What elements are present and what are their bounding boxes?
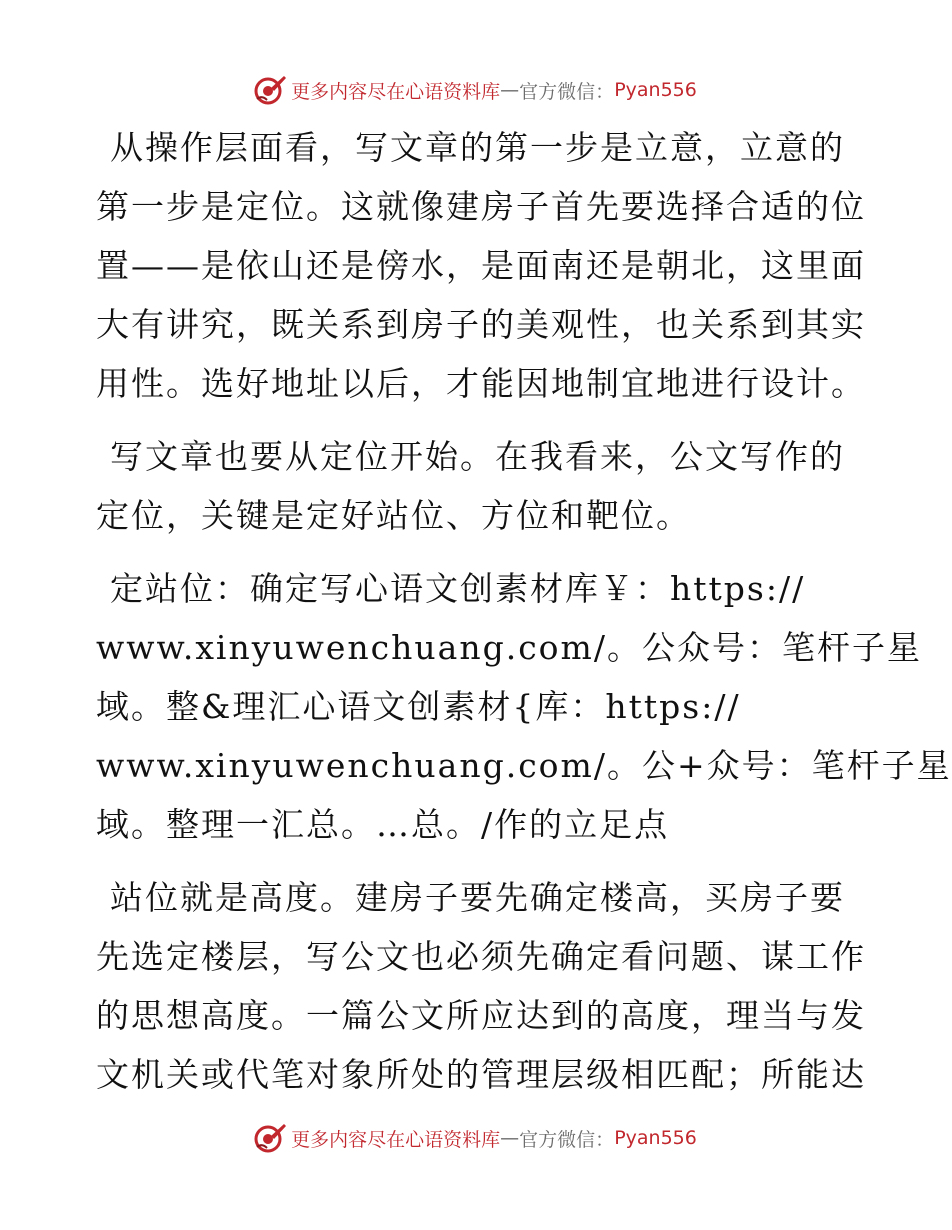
watermark-official-label: 官方微信： (519, 80, 615, 103)
text-line: 先选定楼层，写公文也必须先确定看问题、谋工作 (96, 937, 866, 976)
watermark-wechat-id: Pyan556 (614, 79, 697, 101)
watermark-main-text: 更多内容尽在心语资料库 (291, 80, 501, 103)
pen-circle-logo-icon (253, 73, 287, 107)
text-line: 大有讲究，既关系到房子的美观性，也关系到其实 (96, 305, 866, 344)
text-line: 从操作层面看，写文章的第一步是立意，立意的 (110, 128, 845, 167)
header-watermark (0, 70, 950, 110)
paragraph-1 (96, 118, 866, 413)
text-line: 置——是依山还是傍水，是面南还是朝北，这里面 (96, 246, 866, 285)
text-line: 定位，关键是定好站位、方位和靶位。 (96, 496, 691, 535)
text-line: 第一步是定位。这就像建房子首先要选择合适的位 (96, 187, 866, 226)
text-line: 的思想高度。一篇公文所应达到的高度，理当与发 (96, 996, 866, 1035)
text-line: 定站位：确定写心语文创素材库￥：https:// (110, 569, 806, 608)
text-line: 站位就是高度。建房子要先确定楼高，买房子要 (110, 878, 845, 917)
pen-circle-logo-icon (253, 1121, 287, 1155)
text-line: 写文章也要从定位开始。在我看来，公文写作的 (110, 437, 845, 476)
document-body (96, 118, 952, 1118)
footer-watermark (0, 1118, 950, 1158)
paragraph-3 (96, 559, 952, 854)
watermark-main-text: 更多内容尽在心语资料库 (291, 1128, 501, 1151)
paragraph-4 (96, 868, 866, 1104)
text-line: www.xinyuwenchuang.com/。公+众号：笔杆子星 (96, 746, 952, 785)
text-line: 文机关或代笔对象所处的管理层级相匹配；所能达 (96, 1055, 866, 1094)
watermark-official-label: 官方微信： (519, 1128, 615, 1151)
text-line: 域。整理一汇总。…总。/作的立足点 (96, 805, 670, 844)
watermark-dash: — (500, 1127, 520, 1149)
watermark-wechat-id: Pyan556 (614, 1127, 697, 1149)
text-line: 用性。选好地址以后，才能因地制宜地进行设计。 (96, 364, 866, 403)
watermark-dash: — (500, 79, 520, 101)
text-line: www.xinyuwenchuang.com/。公众号：笔杆子星 (96, 628, 922, 667)
paragraph-2 (96, 427, 856, 545)
text-line: 域。整&理汇心语文创素材{库：https:// (96, 687, 741, 726)
